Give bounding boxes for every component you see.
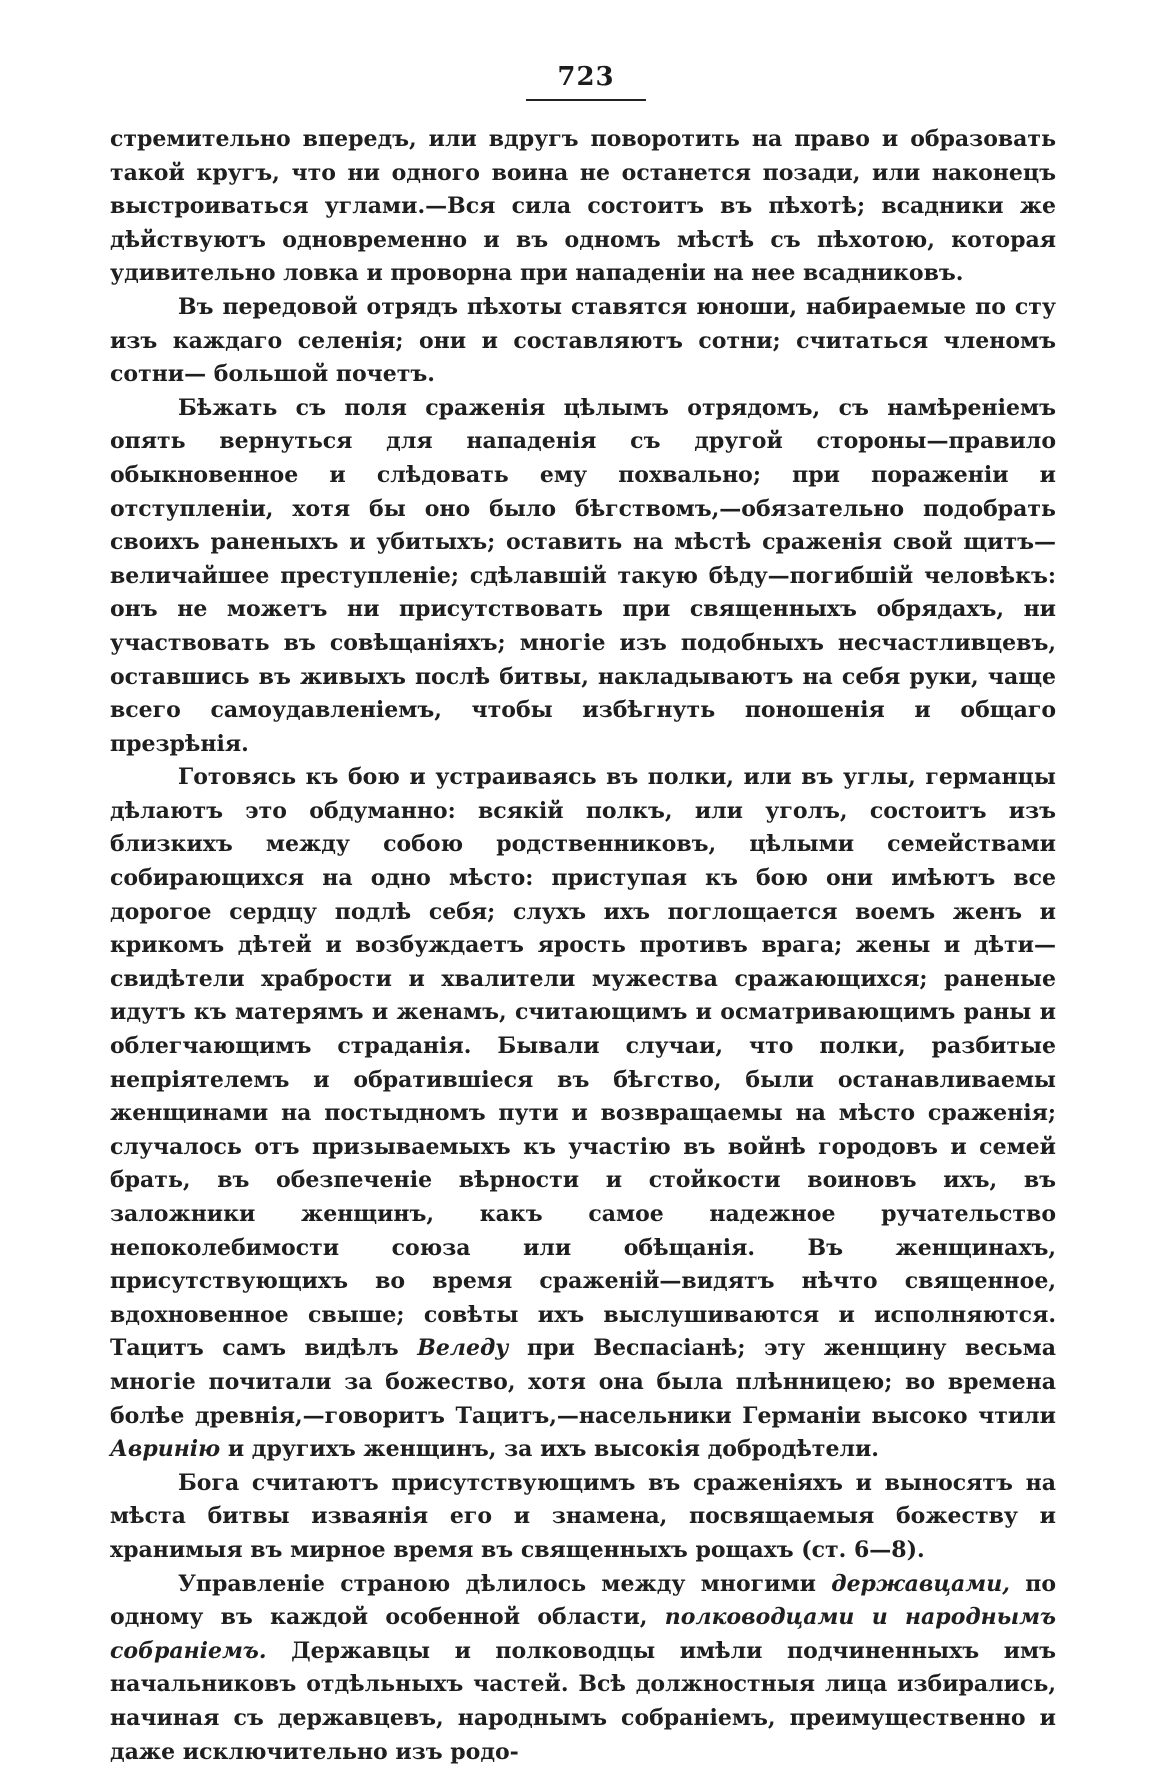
paragraph-3: Бѣжать съ поля сраженія цѣлымъ отрядомъ, съ намѣреніемъ опять вернуться для нападенія съ другой стороны—правило обыкновенное и слѣдовать ему похвально; при пораженіи и отступленіи, хотя бы оно было бѣгствомъ,—обязательно подобрать своихъ раненыхъ и убитыхъ; оставить на мѣстѣ сраженія свой щитъ—величайшее преступленіе; сдѣлавшій такую бѣду—погибшій человѣкъ: онъ не можетъ ни присутствовать при священныхъ обрядахъ, ни участвовать въ совѣщаніяхъ; многіе изъ подобныхъ несчастливцевъ, оставшись въ живыхъ послѣ битвы, накладываютъ на себя руки, чаще всего самоудавленіемъ, чтобы избѣгнуть поношенія и общаго презрѣнія.	[110, 394, 1056, 757]
term-derzhavtsy: державцами,	[831, 1570, 1010, 1597]
name-avrinia: Авринію	[110, 1436, 221, 1463]
paragraph-4-cont: при Веспасіанѣ; эту женщину весьма многіе почитали за божество, хотя она была плѣнницею; во времена болѣе древнія,—говоритъ Тацитъ,—насельники Германіи высоко чтили	[110, 1335, 1056, 1429]
paragraph-6-start: Управленіе страною дѣлилось между многими	[178, 1570, 832, 1597]
paragraph-5: Бога считаютъ присутствующимъ въ сраженіяхъ и выносятъ на мѣста битвы изваянія его и знамена, посвящаемыя божеству и хранимыя въ мирное время въ священныхъ рощахъ (ст. 6—8).	[110, 1469, 1056, 1563]
paragraph-6	[110, 1568, 1056, 1769]
paragraph-4-main: Готовясь къ бою и устраиваясь въ полки, или въ углы, германцы дѣлаютъ это обдуманно: всякій полкъ, или уголъ, состоитъ изъ близкихъ между собою родственниковъ, цѣлыми семействами собирающихся на одно мѣсто: приступая къ бою они имѣютъ все дорогое сердцу подлѣ себя; слухъ ихъ поглощается воемъ женъ и крикомъ дѣтей и возбуждаетъ ярость противъ врага; жены и дѣти—свидѣтели храбрости и хвалители мужества сражающихся; раненые идутъ къ матерямъ и женамъ, считающимъ и осматривающимъ раны и облегчающимъ страданія. Бывали случаи, что полки, разбитые непріятелемъ и обратившіеся въ бѣгство, были останавливаемы женщинами на постыдномъ пути и возвращаемы на мѣсто сраженія; случалось отъ призываемыхъ къ участію въ войнѣ городовъ и семей брать, въ обезпеченіе вѣрности и стойкости воиновъ ихъ, въ заложники женщинъ, какъ самое надежное ручательство непоколебимости союза или обѣщанія. Въ женщинахъ, присутствующихъ во время сраженій—видятъ нѣчто священное, вдохновенное свыше; совѣты ихъ выслушиваются и исполняются.	[110, 764, 1056, 1328]
paragraph-2: Въ передовой отрядъ пѣхоты ставятся юноши, набираемые по сту изъ каждаго селенія; они и составляютъ сотни; считаться членомъ сотни— большой почетъ.	[110, 293, 1056, 388]
paragraph-6-end: Державцы и полководцы имѣли подчиненныхъ имъ начальниковъ отдѣльныхъ частей. Всѣ должностныя лица избирались, начиная съ державцевъ, народнымъ собраніемъ, преимущественно и даже исключительно изъ родо-	[110, 1637, 1056, 1765]
body-text	[110, 123, 1056, 1769]
paragraph-4-end: и другихъ женщинъ, за ихъ высокія добродѣтели.	[220, 1436, 879, 1463]
term-polkovodtsy: полководцами и народнымъ собраніемъ.	[110, 1604, 1056, 1664]
page-number: 723	[557, 62, 615, 92]
paragraph-4	[110, 761, 1056, 1466]
paragraph-4-tacitus: Тацитъ самъ видѣлъ	[110, 1335, 418, 1362]
paragraph-6-mid: по одному въ каждой особенной области,	[110, 1570, 1057, 1631]
name-veleda: Веледу	[417, 1335, 509, 1362]
paragraph-1: стремительно впередъ, или вдругъ поворотить на право и образовать такой кругъ, что ни одного воина не останется позади, или наконецъ выстроиваться углами.—Вся сила состоитъ въ пѣхотѣ; всадники же дѣйствуютъ одновременно и въ одномъ мѣстѣ съ пѣхотою, которая удивительно ловка и проворна при нападеніи на нее всадниковъ.	[110, 126, 1056, 287]
header-rule	[526, 99, 646, 101]
